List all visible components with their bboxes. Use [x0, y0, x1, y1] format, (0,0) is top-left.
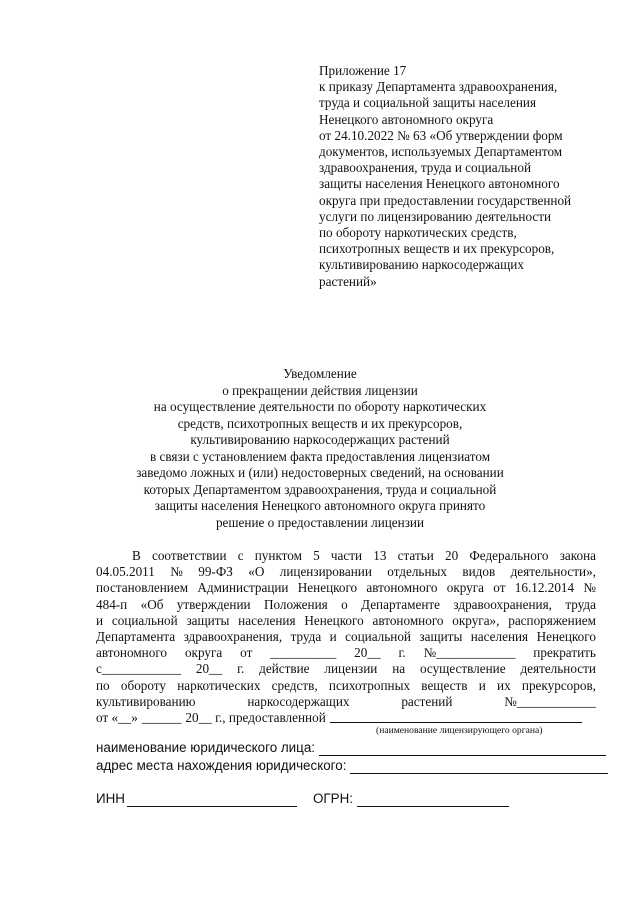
body-word: и	[96, 612, 104, 628]
body-word: соответствии	[151, 548, 227, 563]
body-word: социальной	[345, 628, 411, 644]
body-word: Ненецкого	[536, 628, 596, 644]
title-line: в связи с установлением факта предоставления лицензиатом	[149, 448, 491, 464]
body-word: 484-п	[96, 596, 128, 612]
appendix-line: растений»	[319, 273, 377, 289]
body-word: прекурсоров,	[521, 677, 596, 693]
body-word: округа	[184, 645, 223, 661]
body-fragment: от «__»	[96, 709, 138, 725]
body-word: 04.05.2011	[96, 564, 155, 580]
body-word: деятельности	[520, 661, 596, 677]
title-line: о прекращении действия лицензии	[222, 382, 418, 398]
legal-address-label: адрес места нахождения юридического:	[96, 758, 347, 773]
body-word: и	[478, 677, 486, 693]
body-word: Ненецкого	[297, 580, 358, 596]
legal-entity-name-label: наименование юридического лица:	[96, 740, 315, 755]
body-line-authority	[96, 710, 596, 726]
body-word: обороту	[120, 677, 166, 693]
body-word: видов	[462, 564, 496, 580]
appendix-line: к приказу Департамента здравоохранения,	[319, 79, 558, 95]
body-line	[96, 678, 596, 694]
body-word: осуществление	[419, 661, 506, 677]
body-word: социальной	[111, 612, 178, 628]
body-word: Администрации	[197, 580, 289, 596]
title-line: культивированию наркосодержащих растений	[190, 432, 450, 447]
body-word: труда	[290, 628, 322, 644]
document-body	[96, 548, 596, 726]
body-word: Федерального	[469, 548, 549, 563]
title-line: которых Департаментом здравоохранения, труда и социальной	[143, 481, 497, 497]
licensing-authority-caption: (наименование лицензирующего органа)	[376, 725, 543, 736]
body-line	[96, 629, 596, 645]
body-word: №	[170, 564, 183, 580]
title-line: защиты населения Ненецкого автономного округа принято	[154, 498, 486, 513]
body-word: Департаменте	[361, 596, 441, 612]
body-word: Положения	[263, 596, 328, 612]
body-word: лицензии	[324, 661, 378, 677]
body-word: В	[132, 548, 141, 563]
appendix-line: документов, используемых Департаментом	[319, 144, 563, 160]
inn-label: ИНН	[96, 791, 125, 806]
body-line	[96, 661, 596, 677]
body-word: от	[240, 645, 253, 661]
body-word: психотропных	[328, 677, 411, 693]
document-title	[80, 366, 560, 531]
body-word: 20__	[354, 645, 381, 661]
title-line: решение о предоставлении лицензии	[215, 514, 425, 530]
body-word: на	[392, 661, 406, 677]
body-word: постановлением	[96, 580, 189, 596]
body-word: №____________	[504, 693, 596, 709]
body-line	[96, 645, 596, 661]
legal-address-blank[interactable]	[350, 760, 608, 774]
appendix-line: Ненецкого автономного округа	[319, 111, 494, 127]
appendix-header	[319, 63, 619, 290]
body-line	[96, 548, 596, 564]
body-word: действие	[259, 661, 310, 677]
body-line	[96, 694, 596, 710]
body-word: о	[341, 596, 348, 612]
body-word: культивированию	[96, 693, 196, 709]
body-word: веществ	[421, 677, 468, 693]
body-word: от	[493, 580, 506, 596]
body-word: 16.12.2014	[514, 580, 575, 596]
body-line	[96, 597, 596, 613]
appendix-line: по обороту наркотических средств,	[319, 225, 517, 241]
body-fragment: 20__ г., предоставленной	[185, 709, 326, 725]
body-word: населения	[238, 612, 296, 628]
body-word: растений	[401, 693, 453, 709]
body-word: прекратить	[533, 645, 596, 661]
body-word: здравоохранения,	[453, 596, 552, 612]
appendix-line: Приложение 17	[319, 63, 407, 78]
title-heading: Уведомление	[283, 366, 357, 381]
body-word: по	[96, 677, 110, 693]
appendix-line: услуги по лицензированию деятельности	[319, 208, 552, 224]
body-word: труда	[565, 596, 596, 612]
body-word: здравоохранения,	[183, 628, 283, 644]
inn-blank[interactable]	[127, 793, 297, 807]
body-word: __________	[270, 645, 337, 661]
body-word: округа	[446, 580, 484, 596]
body-word: с____________	[96, 661, 181, 677]
appendix-line: психотропных веществ и их прекурсоров,	[319, 241, 555, 257]
body-line	[96, 580, 596, 596]
appendix-line: округа при предоставлении государственной	[319, 192, 572, 208]
body-word: г.	[398, 645, 406, 661]
body-word: распоряжением	[508, 612, 596, 628]
legal-entity-name-blank[interactable]	[319, 742, 606, 756]
body-word: защиты	[186, 612, 230, 628]
body-word: 13	[373, 548, 387, 563]
body-fragment: ______	[141, 709, 182, 725]
body-line	[96, 613, 596, 629]
body-word: автономного	[372, 612, 444, 628]
legal-entity-name-field	[96, 740, 606, 756]
body-word: 20	[444, 548, 459, 563]
body-word: №	[583, 580, 596, 596]
licensing-authority-blank[interactable]	[330, 710, 582, 723]
body-word: лицензировании	[279, 564, 372, 580]
inn-ogrn-row	[96, 791, 509, 807]
body-word: средств,	[271, 677, 318, 693]
body-word: округа»,	[452, 612, 500, 628]
body-word: №____________	[423, 645, 516, 661]
appendix-line: труда и социальной защиты населения	[319, 95, 537, 111]
body-word: наркосодержащих	[247, 693, 350, 709]
body-line	[96, 564, 596, 580]
body-word: Ненецкого	[304, 612, 364, 628]
body-word: наркотических	[177, 677, 261, 693]
body-word: «О	[248, 564, 265, 580]
appendix-line: здравоохранения, труда и социальной	[319, 160, 532, 176]
body-word: утверждении	[176, 596, 251, 612]
body-word: отдельных	[387, 564, 447, 580]
ogrn-label: ОГРН:	[312, 791, 353, 806]
appendix-line: культивированию наркосодержащих	[319, 257, 524, 273]
body-word: их	[497, 677, 511, 693]
legal-address-field	[96, 758, 608, 774]
title-line: средств, психотропных веществ и их прекурсоров,	[177, 415, 463, 431]
body-word: г.	[237, 661, 245, 677]
body-word: автономного	[96, 645, 168, 661]
body-word: с	[237, 548, 244, 563]
body-word: части	[330, 548, 363, 563]
body-word: 20__	[195, 661, 223, 677]
body-word: статьи	[397, 548, 434, 563]
title-line: заведомо ложных и (или) недостоверных сведений, на основании	[136, 465, 504, 480]
body-word: автономного	[366, 580, 438, 596]
body-word: деятельности»,	[510, 564, 596, 580]
body-word: 5	[313, 548, 320, 563]
body-word: и	[329, 628, 337, 644]
body-word: пунктом	[254, 548, 302, 563]
body-word: закона	[559, 548, 596, 563]
body-word: защиты	[419, 628, 463, 644]
appendix-line: от 24.10.2022 № 63 «Об утверждении форм	[319, 127, 563, 143]
body-word: населения	[470, 628, 529, 644]
ogrn-blank[interactable]	[357, 793, 509, 807]
appendix-line: защиты населения Ненецкого автономного	[319, 176, 560, 192]
title-line: на осуществление деятельности по обороту наркотических	[153, 399, 487, 414]
body-word: Департамента	[96, 628, 176, 644]
body-word: 99-ФЗ	[198, 564, 233, 580]
body-word: «Об	[140, 596, 164, 612]
